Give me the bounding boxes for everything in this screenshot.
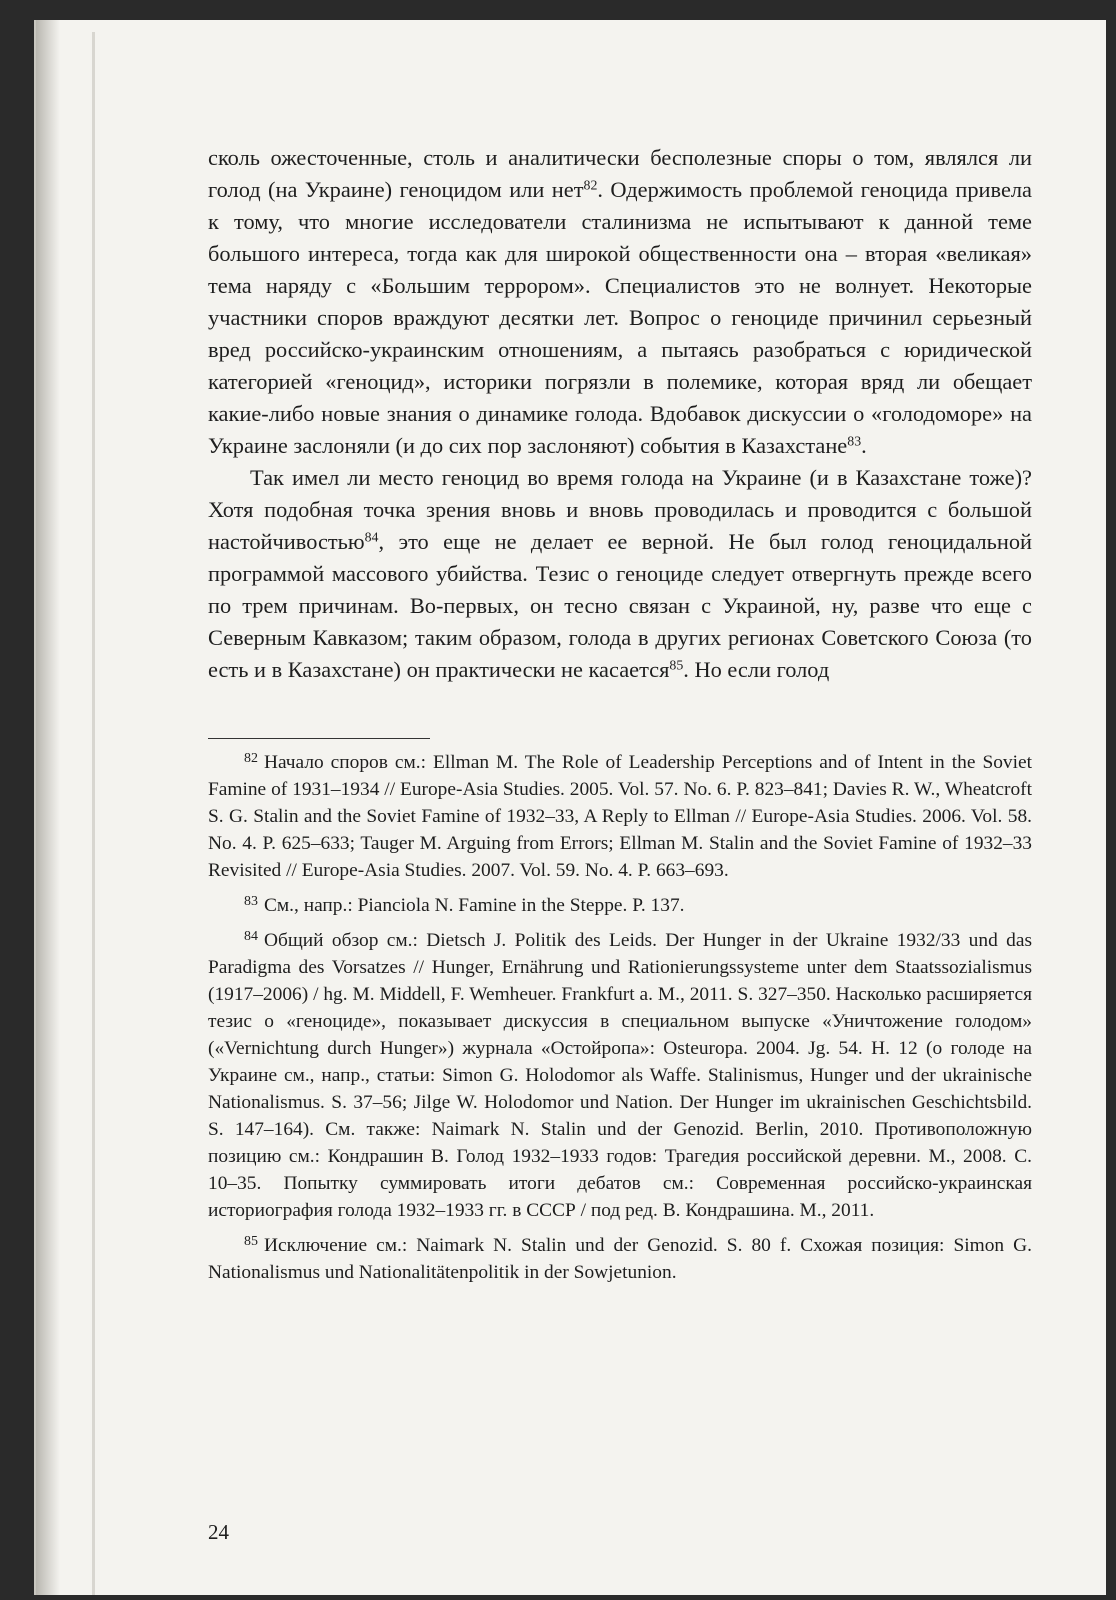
footnote-number: 84 (244, 928, 258, 944)
footnote-ref-84[interactable]: 84 (364, 530, 379, 546)
paragraph-text: Так имел ли место геноцид во время голода на Украине (и в Казахстане тоже)? Хотя подобная точка зрения вновь и вновь проводилась и проводится с большой настойчивостью (208, 465, 1032, 554)
paragraph-text: сколь ожесточенные, столь и аналитически бесполезные споры о том, являлся ли голод (на Украине) геноцидом или нет (208, 145, 1032, 202)
footnote-text: Общий обзор см.: Dietsch J. Politik des Leids. Der Hunger in der Ukraine 1932/33 und das Paradigma des Vorsatzes // Hunger, Ernährung und Rationierungssysteme unter dem Staatssozialismus (1917–2006) / hg. M. Middell, F. Wemheuer. Frankfurt a. M., 2011. S. 327–350. Насколько расширяется тезис о «геноциде», показывает дискуссия в специальном выпуске «Уничтожение голодом» («Vernichtung durch Hunger») журнала «Остойропа»: Osteuropa. 2004. Jg. 54. H. 12 (о голоде на Украине см., напр., статьи: Simon G. Holodomor als Waffe. Stalinismus, Hunger und der ukrainische Nationalismus. S. 37–56; Jilge W. Holodomor und Nation. Der Hunger im ukrainischen Geschichtsbild. S. 147–164). См. также: Naimark N. Stalin und der Genozid. Berlin, 2010. Противоположную позицию см.: Кондрашин В. Голод 1932–1933 годов: Трагедия российской деревни. М., 2008. С. 10–35. Попытку суммировать итоги дебатов см.: Современная российско-украинская историография голода 1932–1933 гг. в СССР / под ред. В. Кондрашина. М., 2011. (208, 930, 1032, 1221)
footnote-number: 83 (244, 893, 258, 909)
footnote-text: См., напр.: Pianciola N. Famine in the Steppe. P. 137. (263, 895, 685, 916)
footnote-number: 82 (244, 750, 258, 766)
footnote-82 (208, 749, 1032, 884)
footnote-number: 85 (244, 1233, 258, 1249)
footnote-separator (208, 738, 430, 739)
footnote-84 (208, 927, 1032, 1224)
body-paragraph-2 (208, 462, 1032, 686)
paragraph-text: . Но если голод (683, 657, 830, 682)
footnote-ref-83[interactable]: 83 (847, 434, 862, 450)
footnote-ref-85[interactable]: 85 (669, 658, 684, 674)
paragraph-text: . (861, 433, 867, 458)
footnote-83 (208, 892, 1032, 919)
body-paragraph-1 (208, 142, 1032, 462)
paragraph-text: . Одержимость проблемой геноцида привела к тому, что многие исследователи сталинизма не испытывают к данной теме большого интереса, тогда как для широкой общественности она – вторая «великая» тема наряду с «Большим террором». Специалистов это не волнует. Некоторые участники споров враждуют десятки лет. Вопрос о геноциде причинил серьезный вред российско-украинским отношениям, а пытаясь разобраться с юридической категорией «геноцид», историки погрязли в полемике, которая вряд ли обещает какие-либо новые знания о динамике голода. Вдобавок дискуссии о «голодоморе» на Украине заслоняли (и до сих пор заслоняют) события в Казахстане (208, 177, 1032, 458)
footnote-85 (208, 1232, 1032, 1286)
page-gutter-shadow (36, 20, 60, 1595)
paragraph-text: , это еще не делает ее верной. Не был голод геноцидальной программой массового убийства. Тезис о геноциде следует отвергнуть прежде всего по трем причинам. Во-первых, он тесно связан с Украиной, ну, разве что еще с Северным Кавказом; таким образом, голода в других регионах Советского Союза (то есть и в Казахстане) он практически не касается (208, 529, 1032, 682)
page-number: 24 (208, 1520, 229, 1544)
page-text (208, 142, 1032, 1294)
footnote-text: Начало споров см.: Ellman M. The Role of Leadership Perceptions and of Intent in the Soviet Famine of 1931–1934 // Europe-Asia Studies. 2005. Vol. 57. No. 6. P. 823–841; Davies R. W., Wheatcroft S. G. Stalin and the Soviet Famine of 1932–33, A Reply to Ellman // Europe-Asia Studies. 2006. Vol. 58. No. 4. P. 625–633; Tauger M. Arguing from Errors; Ellman M. Stalin and the Soviet Famine of 1932–33 Revisited // Europe-Asia Studies. 2007. Vol. 59. No. 4. P. 663–693. (208, 752, 1032, 881)
book-page (34, 20, 1106, 1595)
footnote-text: Исключение см.: Naimark N. Stalin und der Genozid. S. 80 f. Схожая позиция: Simon G. Nationalismus und Nationalitätenpolitik in der Sowjetunion. (208, 1235, 1032, 1283)
footnote-ref-82[interactable]: 82 (583, 178, 598, 194)
page-edge-line (92, 32, 95, 1595)
